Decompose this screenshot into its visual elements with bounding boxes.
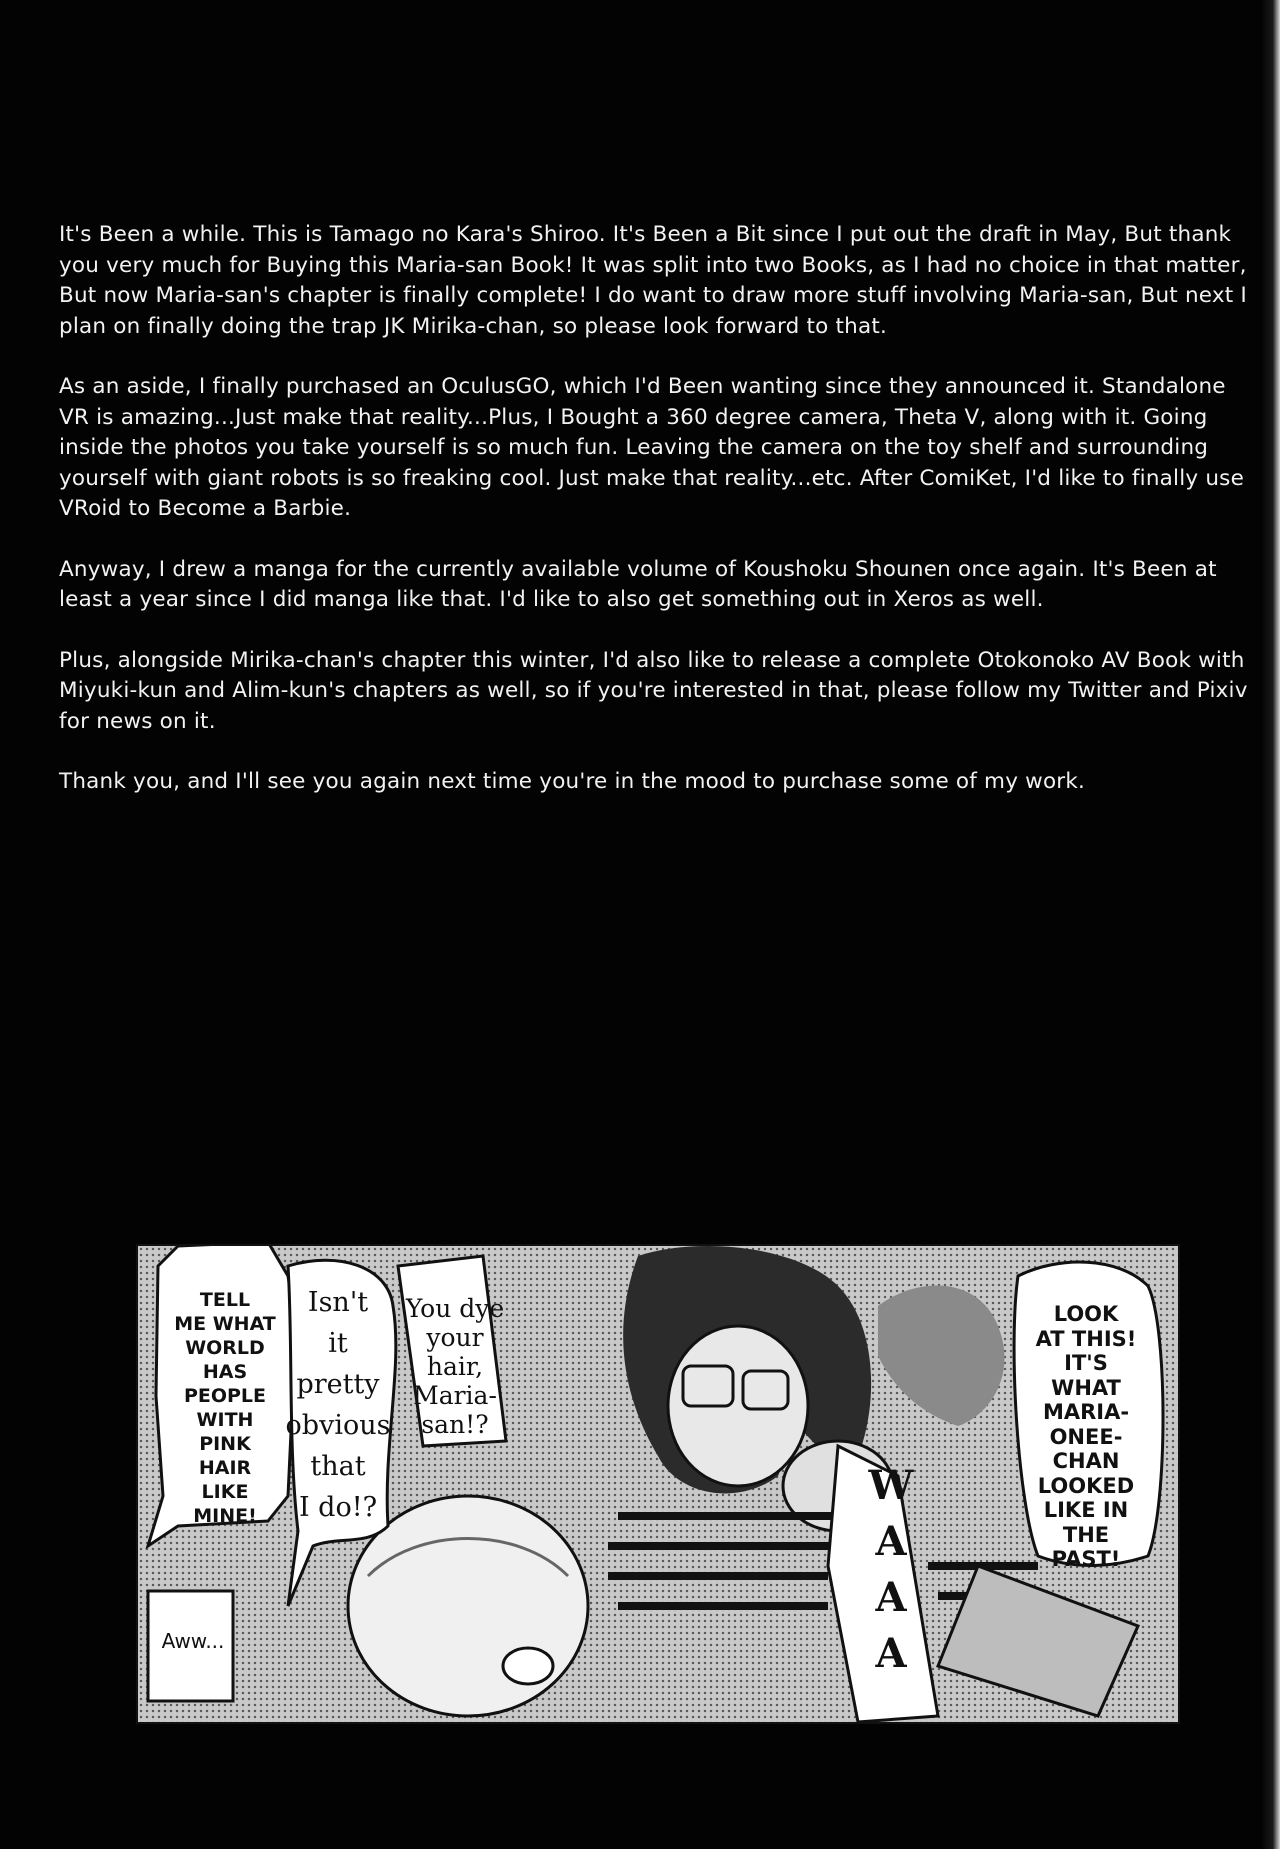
afterword-text: [59, 220, 1255, 828]
speech-bubble-tell-me: TELL ME WHAT WORLD HAS PEOPLE WITH PINK HAIR LIKE MINE!: [174, 1289, 276, 1527]
speech-bubble-look-at-this: LOOK AT THIS! IT'S WHAT MARIA- ONEE- CHAN LOOKED LIKE IN THE PAST!: [1035, 1302, 1137, 1571]
sound-effect-waaa: W A A A: [868, 1462, 914, 1677]
afterword-paragraph: Plus, alongside Mirika-chan's chapter this winter, I'd also like to release a complete Otokonoko AV Book with Miyuki-kun and Alim-kun's chapters as well, so if you're interested in that, please follow my Twitter and Pixiv for news on it.: [59, 647, 1248, 734]
afterword-paragraph: It's Been a while. This is Tamago no Kara's Shiroo. It's Been a Bit since I put out the draft in May, But thank you very much for Buying this Maria-san Book! It was split into two Books, as I had no choice in that matter, But now Maria-san's chapter is finally complete! I do want to draw more stuff involving Maria-san, But next I plan on finally doing the trap JK Mirika-chan, so please look forward to that.: [59, 222, 1247, 339]
page-edge: [1262, 0, 1280, 1849]
afterword-paragraph: Anyway, I drew a manga for the currently available volume of Koushoku Shounen once again. It's Been at least a year since I did manga like that. I'd like to also get something out in Xeros as well.: [59, 556, 1217, 612]
caption-box-aww: Aww...: [161, 1629, 225, 1653]
afterword-paragraph: As an aside, I finally purchased an OculusGO, which I'd Been wanting since they announced it. Standalone VR is amazing...Just make that reality...Plus, I Bought a 360 degree camera, Theta V, along with it. Going inside the photos you take yourself is so much fun. Leaving the camera on the toy shelf and surrounding yourself with giant robots is so freaking cool. Just make that reality...etc. After ComiKet, I'd like to finally use VRoid to Become a Barbie.: [59, 374, 1245, 521]
speech-bubble-isnt-it: Isn't it pretty obvious that I do!?: [285, 1287, 391, 1523]
caption-box-you-dye: You dye your hair, Maria- san!?: [405, 1294, 505, 1439]
manga-panel: [136, 1244, 1180, 1724]
afterword-paragraph: Thank you, and I'll see you again next time you're in the mood to purchase some of my work.: [59, 769, 1086, 794]
